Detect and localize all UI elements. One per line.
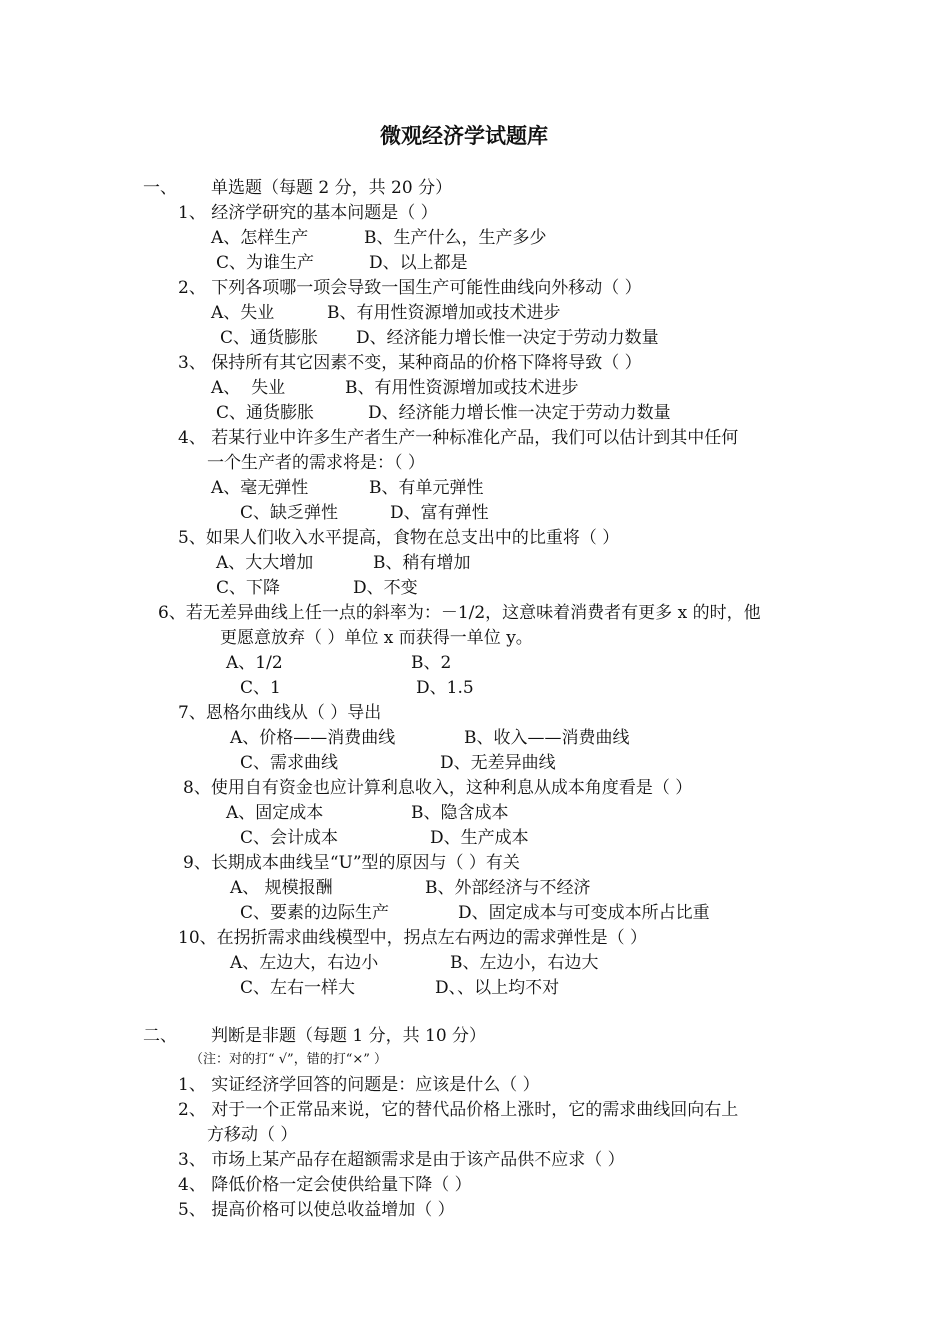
option-a: A、固定成本	[226, 803, 324, 823]
option-c: C、缺乏弹性	[240, 503, 339, 523]
option-b: B、隐含成本	[411, 803, 509, 823]
section-number: 一、	[143, 178, 177, 198]
option-a: A、价格——消费曲线	[230, 728, 396, 748]
page-title: 微观经济学试题库	[380, 123, 548, 148]
option-a: A、怎样生产	[211, 228, 309, 248]
section-note: （注：对的打“ √”，错的打“×” ）	[190, 1052, 388, 1067]
option-b: B、2	[411, 653, 452, 673]
option-d: D、无差异曲线	[440, 753, 556, 773]
option-d: D、固定成本与可变成本所占比重	[458, 903, 710, 923]
option-a: A、失业	[211, 303, 275, 323]
option-c: C、1	[240, 678, 281, 698]
question-text: 2、 下列各项哪一项会导致一国生产可能性曲线向外移动（ ）	[178, 278, 642, 298]
option-d: D、富有弹性	[390, 503, 489, 523]
option-c: C、需求曲线	[240, 753, 339, 773]
option-b: B、外部经济与不经济	[425, 878, 591, 898]
option-b: B、有用性资源增加或技术进步	[327, 303, 561, 323]
judgment-item: 5、 提高价格可以使总收益增加（ ）	[178, 1200, 455, 1220]
option-a: A、左边大，右边小	[230, 953, 379, 973]
section-heading: 判断是非题（每题 1 分，共 10 分）	[211, 1026, 487, 1046]
option-b: B、生产什么，生产多少	[364, 228, 547, 248]
question-text: 4、 若某行业中许多生产者生产一种标准化产品，我们可以估计到其中任何	[178, 428, 739, 448]
judgment-item: 2、 对于一个正常品来说，它的替代品价格上涨时，它的需求曲线回向右上	[178, 1100, 739, 1120]
option-d: D、、以上均不对	[435, 978, 560, 998]
option-c: C、会计成本	[240, 828, 339, 848]
option-a: A、 失业	[211, 378, 286, 398]
option-a: A、毫无弹性	[211, 478, 309, 498]
option-d: D、不变	[353, 578, 418, 598]
option-c: C、要素的边际生产	[240, 903, 390, 923]
option-d: D、经济能力增长惟一决定于劳动力数量	[356, 328, 659, 348]
judgment-item: 4、 降低价格一定会使供给量下降（ ）	[178, 1175, 472, 1195]
question-text-cont: 一个生产者的需求将是：（ ）	[207, 453, 425, 473]
option-b: B、有用性资源增加或技术进步	[345, 378, 579, 398]
judgment-item: 1、 实证经济学回答的问题是：应该是什么（ ）	[178, 1075, 540, 1095]
question-text: 10、在拐折需求曲线模型中，拐点左右两边的需求弹性是（ ）	[178, 928, 648, 948]
judgment-item-cont: 方移动（ ）	[207, 1125, 298, 1145]
question-text: 6、若无差异曲线上任一点的斜率为：－1/2，这意味着消费者有更多 x 的时，他	[158, 603, 761, 623]
option-c: C、通货膨胀	[220, 328, 319, 348]
question-text: 9、长期成本曲线呈“U”型的原因与（ ）有关	[183, 853, 520, 873]
option-c: C、为谁生产	[216, 253, 315, 273]
option-d: D、生产成本	[430, 828, 529, 848]
option-a: A、 规模报酬	[230, 878, 333, 898]
option-c: C、左右一样大	[240, 978, 356, 998]
section-number: 二、	[143, 1026, 177, 1046]
question-text: 5、如果人们收入水平提高，食物在总支出中的比重将（ ）	[178, 528, 620, 548]
option-a: A、大大增加	[216, 553, 314, 573]
question-text: 3、 保持所有其它因素不变，某种商品的价格下降将导致（ ）	[178, 353, 642, 373]
question-text: 1、 经济学研究的基本问题是（ ）	[178, 203, 438, 223]
option-c: C、下降	[216, 578, 281, 598]
section-heading: 单选题（每题 2 分，共 20 分）	[211, 178, 453, 198]
option-d: D、经济能力增长惟一决定于劳动力数量	[368, 403, 671, 423]
question-text-cont: 更愿意放弃（ ）单位 x 而获得一单位 y。	[220, 628, 533, 648]
option-c: C、通货膨胀	[216, 403, 315, 423]
option-b: B、有单元弹性	[369, 478, 484, 498]
option-b: B、收入——消费曲线	[464, 728, 630, 748]
option-d: D、1.5	[416, 678, 474, 698]
question-text: 7、恩格尔曲线从（ ）导出	[178, 703, 382, 723]
option-d: D、以上都是	[369, 253, 468, 273]
option-b: B、稍有增加	[373, 553, 471, 573]
option-b: B、左边小，右边大	[450, 953, 599, 973]
question-text: 8、使用自有资金也应计算利息收入，这种利息从成本角度看是（ ）	[183, 778, 693, 798]
judgment-item: 3、 市场上某产品存在超额需求是由于该产品供不应求（ ）	[178, 1150, 625, 1170]
option-a: A、1/2	[226, 653, 283, 673]
